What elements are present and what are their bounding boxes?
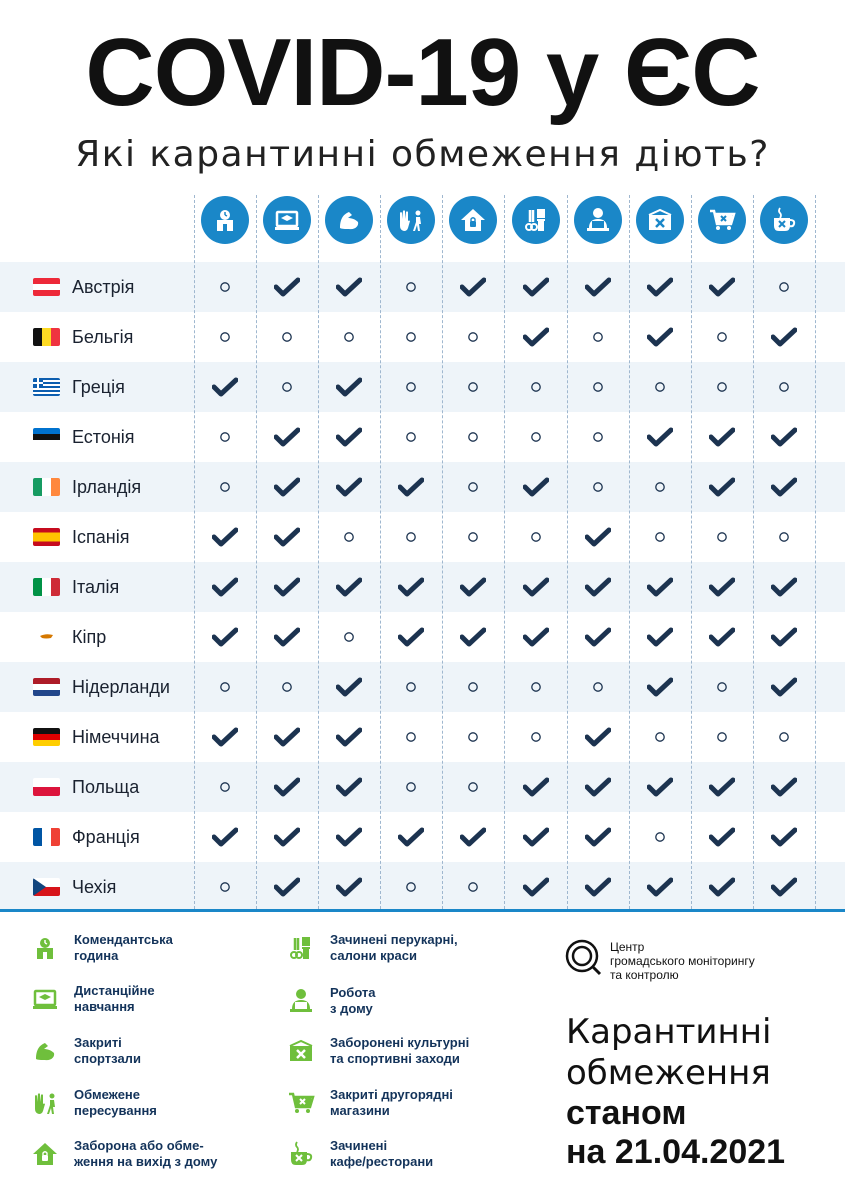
country-name: Німеччина bbox=[72, 727, 160, 747]
legend-item-events bbox=[286, 1035, 490, 1067]
cafe-closed-icon bbox=[286, 1139, 316, 1169]
country-name: Польща bbox=[72, 777, 140, 797]
check-icon bbox=[691, 262, 753, 312]
circle-icon bbox=[691, 712, 753, 762]
check-icon bbox=[567, 562, 629, 612]
circle-icon bbox=[194, 862, 256, 912]
check-icon bbox=[256, 462, 318, 512]
circle-icon bbox=[505, 412, 567, 462]
table-row bbox=[0, 712, 845, 762]
legend-label-stay-home: Заборона або обме- ження на вихід з дому bbox=[74, 1138, 218, 1169]
check-icon bbox=[753, 312, 815, 362]
country-name: Нідерланди bbox=[72, 677, 170, 697]
check-icon bbox=[318, 862, 380, 912]
check-icon bbox=[318, 412, 380, 462]
caption-line-2: обмеження bbox=[566, 1053, 771, 1093]
legend-label-remote-learning: Дистанційне навчання bbox=[74, 983, 155, 1014]
barber-icon bbox=[512, 196, 560, 244]
circle-icon bbox=[194, 412, 256, 462]
legend-item-curfew bbox=[30, 932, 234, 964]
remote-work-icon bbox=[286, 986, 316, 1016]
country-name: Іспанія bbox=[72, 527, 130, 547]
check-icon bbox=[442, 562, 504, 612]
circle-icon bbox=[567, 362, 629, 412]
circle-icon bbox=[318, 312, 380, 362]
circle-icon bbox=[442, 312, 504, 362]
check-icon bbox=[194, 812, 256, 862]
table-row bbox=[0, 462, 845, 512]
legend-label-shops: Закриті другорядні магазини bbox=[330, 1087, 453, 1118]
check-icon bbox=[567, 612, 629, 662]
circle-icon bbox=[691, 662, 753, 712]
page-subtitle: Які карантинні обмеження діють? bbox=[75, 134, 770, 175]
check-icon bbox=[505, 462, 567, 512]
country-name: Греція bbox=[72, 377, 125, 397]
check-icon bbox=[567, 762, 629, 812]
country-name: Чехія bbox=[72, 877, 117, 897]
circle-icon bbox=[194, 262, 256, 312]
check-icon bbox=[256, 512, 318, 562]
check-icon bbox=[194, 612, 256, 662]
circle-icon bbox=[629, 512, 691, 562]
austria-flag-icon bbox=[33, 278, 60, 296]
curfew-icon bbox=[201, 196, 249, 244]
check-icon bbox=[567, 262, 629, 312]
shops-closed-icon bbox=[286, 1088, 316, 1118]
circle-icon bbox=[442, 512, 504, 562]
column-divider bbox=[753, 195, 754, 909]
check-icon bbox=[442, 612, 504, 662]
table-row bbox=[0, 562, 845, 612]
check-icon bbox=[505, 612, 567, 662]
circle-icon bbox=[505, 662, 567, 712]
circle-icon bbox=[691, 512, 753, 562]
circle-icon bbox=[380, 312, 442, 362]
date-caption bbox=[566, 1012, 836, 1172]
column-divider bbox=[194, 195, 195, 909]
legend-item-remote-work bbox=[286, 985, 490, 1017]
shops-closed-icon bbox=[698, 196, 746, 244]
check-icon bbox=[753, 462, 815, 512]
circle-icon bbox=[380, 762, 442, 812]
circle-icon bbox=[629, 712, 691, 762]
check-icon bbox=[194, 562, 256, 612]
circle-icon bbox=[442, 412, 504, 462]
legend-label-movement: Обмежене пересування bbox=[74, 1087, 157, 1118]
circle-icon bbox=[194, 762, 256, 812]
check-icon bbox=[194, 712, 256, 762]
circle-icon bbox=[194, 462, 256, 512]
country-name: Італія bbox=[72, 577, 120, 597]
check-icon bbox=[753, 762, 815, 812]
check-icon bbox=[691, 862, 753, 912]
circle-icon bbox=[318, 512, 380, 562]
table-bottom-rule bbox=[0, 909, 845, 912]
spain-flag-icon bbox=[33, 528, 60, 546]
check-icon bbox=[318, 812, 380, 862]
table-row bbox=[0, 262, 845, 312]
events-banned-icon bbox=[636, 196, 684, 244]
legend-label-cafes: Зачинені кафе/ресторани bbox=[330, 1138, 434, 1169]
table-row bbox=[0, 412, 845, 462]
circle-icon bbox=[567, 412, 629, 462]
circle-icon bbox=[194, 312, 256, 362]
circle-icon bbox=[505, 362, 567, 412]
check-icon bbox=[256, 762, 318, 812]
check-icon bbox=[505, 812, 567, 862]
caption-line-3: станом bbox=[566, 1094, 687, 1132]
legend-item-shops bbox=[286, 1087, 490, 1119]
check-icon bbox=[256, 262, 318, 312]
circle-icon bbox=[567, 462, 629, 512]
column-divider bbox=[691, 195, 692, 909]
organization-name: Центр громадського моніторингу та контролю bbox=[610, 940, 755, 982]
circle-icon bbox=[380, 262, 442, 312]
check-icon bbox=[629, 312, 691, 362]
check-icon bbox=[753, 662, 815, 712]
movement-restriction-icon bbox=[387, 196, 435, 244]
check-icon bbox=[256, 412, 318, 462]
check-icon bbox=[567, 712, 629, 762]
circle-icon bbox=[380, 862, 442, 912]
circle-icon bbox=[567, 662, 629, 712]
events-banned-icon bbox=[286, 1036, 316, 1066]
check-icon bbox=[753, 412, 815, 462]
check-icon bbox=[691, 762, 753, 812]
circle-icon bbox=[256, 362, 318, 412]
belgium-flag-icon bbox=[33, 328, 60, 346]
barber-icon bbox=[286, 933, 316, 963]
table-row bbox=[0, 512, 845, 562]
country-name: Австрія bbox=[72, 277, 135, 297]
check-icon bbox=[629, 562, 691, 612]
legend-label-barbers: Зачинені перукарні, салони краси bbox=[330, 932, 458, 963]
circle-icon bbox=[442, 862, 504, 912]
circle-icon bbox=[629, 812, 691, 862]
country-name: Естонія bbox=[72, 427, 135, 447]
circle-icon bbox=[753, 362, 815, 412]
circle-icon bbox=[380, 712, 442, 762]
table-row bbox=[0, 312, 845, 362]
check-icon bbox=[629, 662, 691, 712]
circle-icon bbox=[691, 362, 753, 412]
table-row bbox=[0, 362, 845, 412]
gym-icon bbox=[30, 1036, 60, 1066]
check-icon bbox=[505, 262, 567, 312]
circle-icon bbox=[442, 662, 504, 712]
circle-icon bbox=[256, 312, 318, 362]
legend-label-gyms: Закриті спортзали bbox=[74, 1035, 141, 1066]
poland-flag-icon bbox=[33, 778, 60, 796]
circle-icon bbox=[691, 312, 753, 362]
table-row bbox=[0, 812, 845, 862]
country-name: Кіпр bbox=[72, 627, 107, 647]
check-icon bbox=[567, 812, 629, 862]
legend-item-gyms bbox=[30, 1035, 234, 1067]
legend-item-movement bbox=[30, 1087, 234, 1119]
legend-item-remote-learning bbox=[30, 983, 234, 1015]
check-icon bbox=[753, 862, 815, 912]
check-icon bbox=[256, 812, 318, 862]
circle-icon bbox=[629, 362, 691, 412]
check-icon bbox=[505, 862, 567, 912]
circle-icon bbox=[753, 262, 815, 312]
table-row bbox=[0, 862, 845, 912]
stay-home-icon bbox=[449, 196, 497, 244]
check-icon bbox=[380, 562, 442, 612]
check-icon bbox=[691, 612, 753, 662]
organization-logo-icon bbox=[562, 936, 604, 978]
check-icon bbox=[505, 312, 567, 362]
legend-item-barbers bbox=[286, 932, 490, 964]
check-icon bbox=[691, 562, 753, 612]
circle-icon bbox=[567, 312, 629, 362]
gym-icon bbox=[325, 196, 373, 244]
circle-icon bbox=[380, 362, 442, 412]
circle-icon bbox=[629, 462, 691, 512]
france-flag-icon bbox=[33, 828, 60, 846]
check-icon bbox=[691, 812, 753, 862]
remote-work-icon bbox=[574, 196, 622, 244]
circle-icon bbox=[256, 662, 318, 712]
check-icon bbox=[567, 862, 629, 912]
column-divider bbox=[442, 195, 443, 909]
column-divider bbox=[567, 195, 568, 909]
caption-line-1: Карантинні bbox=[566, 1012, 772, 1052]
column-divider bbox=[256, 195, 257, 909]
check-icon bbox=[318, 262, 380, 312]
country-name: Ірландія bbox=[72, 477, 142, 497]
check-icon bbox=[256, 612, 318, 662]
curfew-icon bbox=[30, 933, 60, 963]
check-icon bbox=[691, 412, 753, 462]
remote-learning-icon bbox=[263, 196, 311, 244]
column-divider bbox=[629, 195, 630, 909]
circle-icon bbox=[442, 362, 504, 412]
greece-flag-icon bbox=[33, 378, 60, 396]
italy-flag-icon bbox=[33, 578, 60, 596]
circle-icon bbox=[505, 512, 567, 562]
column-divider bbox=[815, 195, 816, 909]
movement-restriction-icon bbox=[30, 1088, 60, 1118]
table-row bbox=[0, 762, 845, 812]
check-icon bbox=[753, 562, 815, 612]
check-icon bbox=[442, 812, 504, 862]
check-icon bbox=[318, 362, 380, 412]
circle-icon bbox=[380, 512, 442, 562]
ireland-flag-icon bbox=[33, 478, 60, 496]
check-icon bbox=[318, 462, 380, 512]
column-divider bbox=[380, 195, 381, 909]
country-name: Франція bbox=[72, 827, 140, 847]
circle-icon bbox=[753, 712, 815, 762]
check-icon bbox=[629, 262, 691, 312]
circle-icon bbox=[442, 762, 504, 812]
country-name: Бельгія bbox=[72, 327, 134, 347]
check-icon bbox=[629, 612, 691, 662]
caption-line-4: на 21.04.2021 bbox=[566, 1133, 786, 1171]
stay-home-icon bbox=[30, 1139, 60, 1169]
estonia-flag-icon bbox=[33, 428, 60, 446]
check-icon bbox=[567, 512, 629, 562]
cafe-closed-icon bbox=[760, 196, 808, 244]
legend-item-stay-home bbox=[30, 1138, 234, 1170]
column-divider bbox=[318, 195, 319, 909]
check-icon bbox=[318, 762, 380, 812]
circle-icon bbox=[442, 462, 504, 512]
table-row bbox=[0, 662, 845, 712]
check-icon bbox=[380, 612, 442, 662]
legend-label-remote-work: Робота з дому bbox=[330, 985, 376, 1016]
check-icon bbox=[505, 762, 567, 812]
check-icon bbox=[629, 762, 691, 812]
column-divider bbox=[504, 195, 505, 909]
check-icon bbox=[318, 662, 380, 712]
table-row bbox=[0, 612, 845, 662]
circle-icon bbox=[194, 662, 256, 712]
check-icon bbox=[442, 262, 504, 312]
remote-learning-icon bbox=[30, 984, 60, 1014]
check-icon bbox=[318, 712, 380, 762]
check-icon bbox=[194, 362, 256, 412]
circle-icon bbox=[380, 412, 442, 462]
circle-icon bbox=[753, 512, 815, 562]
cyprus-flag-icon bbox=[33, 628, 60, 646]
check-icon bbox=[256, 562, 318, 612]
czechia-flag-icon bbox=[33, 878, 60, 896]
check-icon bbox=[194, 512, 256, 562]
netherlands-flag-icon bbox=[33, 678, 60, 696]
legend-item-cafes bbox=[286, 1138, 490, 1170]
legend-label-events: Заборонені культурні та спортивні заходи bbox=[330, 1035, 470, 1066]
check-icon bbox=[380, 462, 442, 512]
circle-icon bbox=[380, 662, 442, 712]
check-icon bbox=[256, 862, 318, 912]
check-icon bbox=[753, 612, 815, 662]
circle-icon bbox=[318, 612, 380, 662]
check-icon bbox=[318, 562, 380, 612]
germany-flag-icon bbox=[33, 728, 60, 746]
check-icon bbox=[629, 862, 691, 912]
page-title: COVID-19 у ЄС bbox=[85, 19, 760, 126]
check-icon bbox=[691, 462, 753, 512]
check-icon bbox=[380, 812, 442, 862]
check-icon bbox=[753, 812, 815, 862]
check-icon bbox=[505, 562, 567, 612]
circle-icon bbox=[442, 712, 504, 762]
check-icon bbox=[256, 712, 318, 762]
circle-icon bbox=[505, 712, 567, 762]
legend-label-curfew: Комендантська година bbox=[74, 932, 173, 963]
check-icon bbox=[629, 412, 691, 462]
